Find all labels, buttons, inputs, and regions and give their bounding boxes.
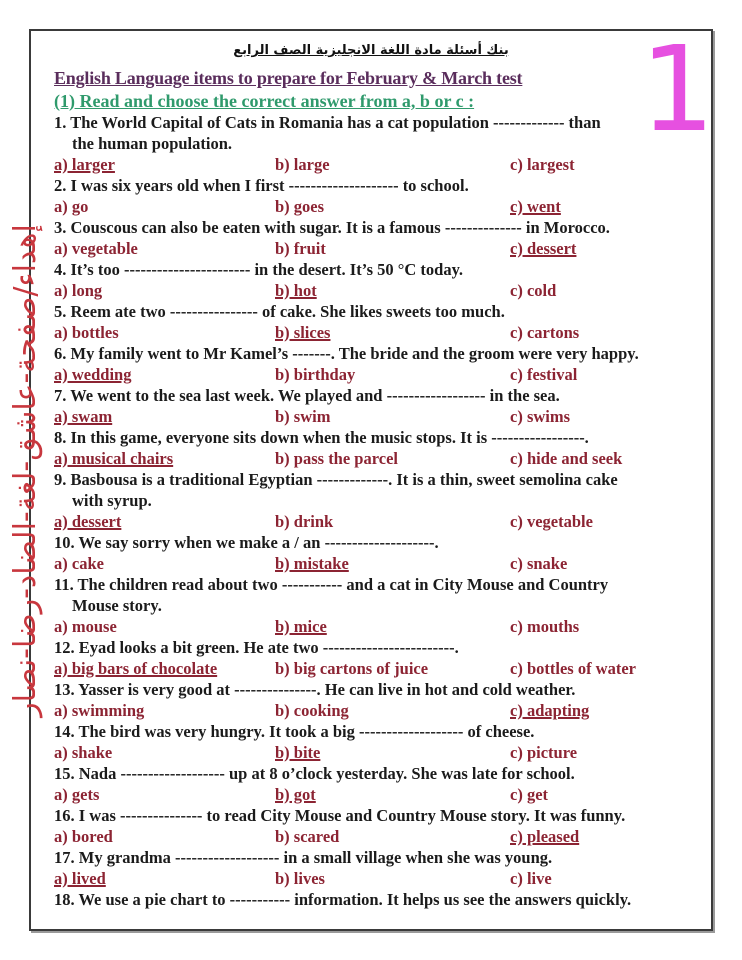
option-a[interactable]: a) vegetable <box>54 239 138 258</box>
question-list <box>54 112 704 910</box>
option-a-correct[interactable]: a) dessert <box>54 512 122 531</box>
option-a[interactable]: a) cake <box>54 554 104 573</box>
question-stem: 11. The children read about two ----------- and a cat in City Mouse and Country <box>54 575 609 594</box>
option-b-correct[interactable]: b) got <box>275 785 316 804</box>
option-c[interactable]: c) snake <box>510 554 568 573</box>
option-c[interactable]: c) vegetable <box>510 512 593 531</box>
question-item <box>54 679 704 721</box>
watermark-text: إهداء/صفحة-عاشق-لغة-الضاد-رضا-نصار <box>7 223 43 717</box>
option-c-correct[interactable]: c) dessert <box>510 239 577 258</box>
option-b[interactable]: b) large <box>275 155 330 174</box>
option-c[interactable]: c) hide and seek <box>510 449 623 468</box>
option-b-correct[interactable]: b) bite <box>275 743 321 762</box>
option-a-correct[interactable]: a) larger <box>54 155 115 174</box>
option-a[interactable]: a) long <box>54 281 103 300</box>
question-stem: 7. We went to the sea last week. We played and ------------------ in the sea. <box>54 386 560 405</box>
question-item <box>54 805 704 847</box>
question-stem: 17. My grandma ------------------- in a small village when she was young. <box>54 848 553 867</box>
option-c[interactable]: c) picture <box>510 743 578 762</box>
option-a[interactable]: a) swimming <box>54 701 145 720</box>
question-text <box>54 112 704 154</box>
question-item <box>54 469 704 532</box>
option-b[interactable]: b) birthday <box>275 365 356 384</box>
question-item <box>54 574 704 637</box>
question-text <box>54 847 704 868</box>
options-row <box>54 322 704 343</box>
option-b-correct[interactable]: b) mistake <box>275 554 349 573</box>
options-row <box>54 280 704 301</box>
options-row <box>54 658 704 679</box>
question-text <box>54 763 704 784</box>
options-row <box>54 784 704 805</box>
question-stem: 15. Nada ------------------- up at 8 o’clock yesterday. She was late for school. <box>54 764 575 783</box>
question-stem: 4. It’s too ----------------------- in the desert. It’s 50 °C today. <box>54 260 464 279</box>
option-c[interactable]: c) cartons <box>510 323 580 342</box>
option-a[interactable]: a) shake <box>54 743 113 762</box>
option-c[interactable]: c) cold <box>510 281 557 300</box>
option-b[interactable]: b) scared <box>275 827 340 846</box>
option-b[interactable]: b) drink <box>275 512 334 531</box>
options-row <box>54 868 704 889</box>
options-row <box>54 553 704 574</box>
option-b[interactable]: b) cooking <box>275 701 349 720</box>
options-row <box>54 406 704 427</box>
question-stem: 18. We use a pie chart to ----------- information. It helps us see the answers quickly. <box>54 890 632 909</box>
question-text <box>54 721 704 742</box>
option-c[interactable]: c) get <box>510 785 549 804</box>
question-stem: 12. Eyad looks a bit green. He ate two ------------------------. <box>54 638 459 657</box>
question-text <box>54 574 704 616</box>
question-stem: 5. Reem ate two ---------------- of cake. She likes sweets too much. <box>54 302 505 321</box>
option-c[interactable]: c) largest <box>510 155 575 174</box>
option-c[interactable]: c) bottles of water <box>510 659 636 678</box>
option-c[interactable]: c) mouths <box>510 617 580 636</box>
question-item <box>54 343 704 385</box>
option-a-correct[interactable]: a) wedding <box>54 365 132 384</box>
question-text <box>54 343 704 364</box>
question-text <box>54 637 704 658</box>
option-b-correct[interactable]: b) mice <box>275 617 327 636</box>
options-row <box>54 616 704 637</box>
option-a[interactable]: a) gets <box>54 785 100 804</box>
option-c-correct[interactable]: c) adapting <box>510 701 590 720</box>
question-item <box>54 847 704 889</box>
options-row <box>54 511 704 532</box>
question-continuation: the human population. <box>72 134 233 153</box>
option-c[interactable]: c) swims <box>510 407 571 426</box>
option-a[interactable]: a) bored <box>54 827 113 846</box>
question-text <box>54 301 704 322</box>
option-a-correct[interactable]: a) swam <box>54 407 113 426</box>
question-stem: 14. The bird was very hungry. It took a big ------------------- of cheese. <box>54 722 535 741</box>
option-a-correct[interactable]: a) musical chairs <box>54 449 174 468</box>
question-continuation: Mouse story. <box>72 596 162 615</box>
option-b[interactable]: b) lives <box>275 869 325 888</box>
option-a[interactable]: a) go <box>54 197 89 216</box>
option-a[interactable]: a) mouse <box>54 617 117 636</box>
question-item <box>54 637 704 679</box>
question-item <box>54 427 704 469</box>
option-c[interactable]: c) festival <box>510 365 578 384</box>
question-item <box>54 889 704 910</box>
page-number-badge: 1 <box>640 20 716 158</box>
options-row <box>54 826 704 847</box>
question-continuation: with syrup. <box>72 491 152 510</box>
option-b[interactable]: b) goes <box>275 197 325 216</box>
options-row <box>54 196 704 217</box>
options-row <box>54 364 704 385</box>
watermark <box>3 190 47 750</box>
question-text <box>54 532 704 553</box>
question-stem: 2. I was six years old when I first -------------------- to school. <box>54 176 469 195</box>
option-c-correct[interactable]: c) went <box>510 197 561 216</box>
option-c[interactable]: c) live <box>510 869 552 888</box>
question-item <box>54 217 704 259</box>
question-item <box>54 259 704 301</box>
question-item <box>54 721 704 763</box>
question-item <box>54 385 704 427</box>
option-c-correct[interactable]: c) pleased <box>510 827 580 846</box>
question-item <box>54 532 704 574</box>
option-a-correct[interactable]: a) lived <box>54 869 106 888</box>
options-row <box>54 238 704 259</box>
question-text <box>54 889 704 910</box>
option-b[interactable]: b) big cartons of juice <box>275 659 429 678</box>
option-b[interactable]: b) fruit <box>275 239 326 258</box>
options-row <box>54 742 704 763</box>
option-a-correct[interactable]: a) big bars of chocolate <box>54 659 218 678</box>
question-text <box>54 805 704 826</box>
question-text <box>54 679 704 700</box>
question-stem: 1. The World Capital of Cats in Romania has a cat population ------------- than <box>54 113 601 132</box>
options-row <box>54 700 704 721</box>
question-text <box>54 469 704 511</box>
option-b-correct[interactable]: b) hot <box>275 281 317 300</box>
question-stem: 8. In this game, everyone sits down when the music stops. It is -----------------. <box>54 428 589 447</box>
question-stem: 16. I was --------------- to read City Mouse and Country Mouse story. It was funny. <box>54 806 626 825</box>
question-text <box>54 175 704 196</box>
question-stem: 10. We say sorry when we make a / an --------------------. <box>54 533 439 552</box>
option-a[interactable]: a) bottles <box>54 323 119 342</box>
question-text <box>54 385 704 406</box>
question-stem: 9. Basbousa is a traditional Egyptian -------------. It is a thin, sweet semolina cake <box>54 470 618 489</box>
question-text <box>54 259 704 280</box>
option-b[interactable]: b) swim <box>275 407 331 426</box>
option-b-correct[interactable]: b) slices <box>275 323 331 342</box>
section-heading: (1) Read and choose the correct answer from a, b or c : <box>54 91 475 111</box>
question-item <box>54 763 704 805</box>
options-row <box>54 154 704 175</box>
arabic-title: بنك أسئلة مادة اللغة الانجليزية الصف الرابع <box>233 43 509 58</box>
question-stem: 6. My family went to Mr Kamel’s -------. The bride and the groom were very happy. <box>54 344 639 363</box>
question-item <box>54 301 704 343</box>
question-text <box>54 217 704 238</box>
question-text <box>54 427 704 448</box>
document-title: English Language items to prepare for February & March test <box>54 68 523 88</box>
question-item <box>54 175 704 217</box>
option-b[interactable]: b) pass the parcel <box>275 449 398 468</box>
question-stem: 13. Yasser is very good at ---------------. He can live in hot and cold weather. <box>54 680 576 699</box>
question-stem: 3. Couscous can also be eaten with sugar. It is a famous -------------- in Morocco. <box>54 218 610 237</box>
options-row <box>54 448 704 469</box>
question-item <box>54 112 704 175</box>
